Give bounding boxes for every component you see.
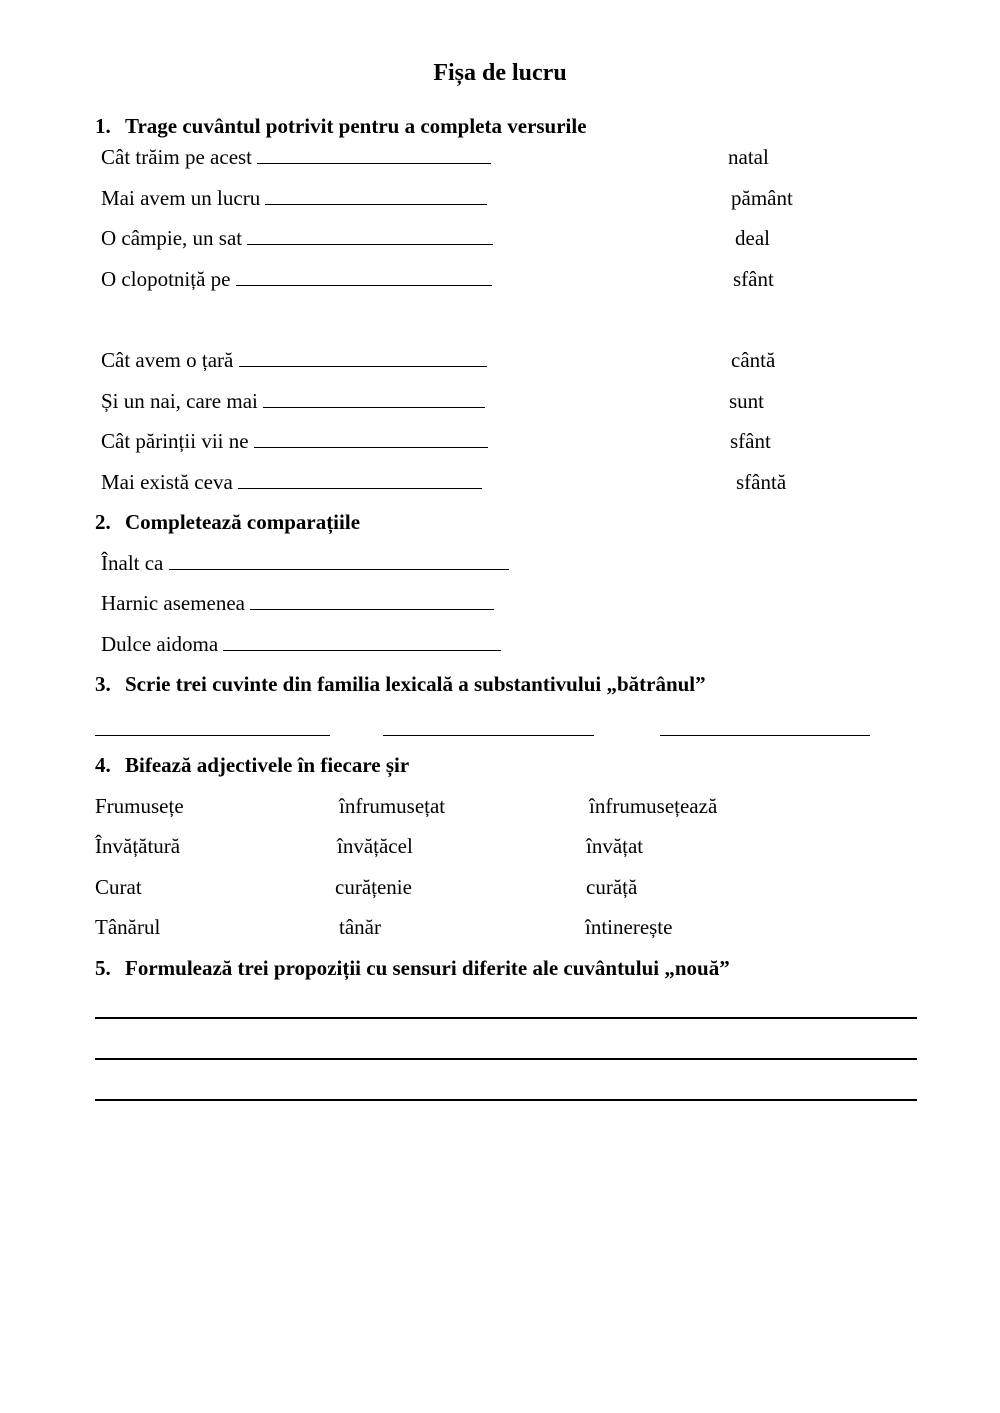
section-4-number: 4. xyxy=(95,753,111,777)
answer-line[interactable] xyxy=(95,1058,917,1060)
word-option[interactable]: Învățătură xyxy=(95,834,181,858)
section-5-number: 5. xyxy=(95,956,111,980)
verse-line-text: Și un nai, care mai xyxy=(101,389,258,413)
answer-line[interactable] xyxy=(660,735,870,736)
verse-line-2 xyxy=(101,186,487,211)
section-3-number: 3. xyxy=(95,672,111,696)
section-4-title: Bifează adjectivele în fiecare șir xyxy=(125,753,410,777)
section-1-heading xyxy=(95,114,587,139)
word-option[interactable]: Tânărul xyxy=(95,915,161,939)
draggable-word[interactable]: sfântă xyxy=(736,470,787,494)
word-option[interactable]: învățat xyxy=(586,834,644,858)
answer-blank[interactable] xyxy=(236,268,492,286)
answer-line[interactable] xyxy=(95,735,330,736)
verse-line-5 xyxy=(101,348,487,373)
draggable-word[interactable]: sfânt xyxy=(730,429,771,453)
verse-line-text: O câmpie, un sat xyxy=(101,226,243,250)
verse-line-3 xyxy=(101,226,493,251)
verse-line-text: Cât părinții vii ne xyxy=(101,429,249,453)
word-option[interactable]: curățenie xyxy=(335,875,412,899)
comparison-text: Harnic asemenea xyxy=(101,591,245,615)
verse-line-6 xyxy=(101,389,485,414)
answer-blank[interactable] xyxy=(257,146,491,164)
word-option[interactable]: Frumusețe xyxy=(95,794,184,818)
word-option[interactable]: întinerește xyxy=(585,915,673,939)
section-2-title: Completează comparațiile xyxy=(125,510,361,534)
answer-blank[interactable] xyxy=(247,227,493,245)
answer-blank[interactable] xyxy=(250,592,494,610)
verse-line-text: Cât trăim pe acest xyxy=(101,145,253,169)
word-option[interactable]: Curat xyxy=(95,875,142,899)
section-3-title: Scrie trei cuvinte din familia lexicală a substantivului „bătrânul” xyxy=(125,672,706,696)
verse-line-4 xyxy=(101,267,492,292)
draggable-word[interactable]: sunt xyxy=(729,389,765,413)
draggable-word[interactable]: deal xyxy=(735,226,770,250)
answer-blank[interactable] xyxy=(254,430,488,448)
page-title: Fișa de lucru xyxy=(433,60,567,86)
answer-blank[interactable] xyxy=(238,471,482,489)
answer-line[interactable] xyxy=(95,1017,917,1019)
verse-line-text: Cât avem o țară xyxy=(101,348,234,372)
verse-line-text: Mai există ceva xyxy=(101,470,233,494)
draggable-word[interactable]: pământ xyxy=(731,186,793,210)
verse-line-8 xyxy=(101,470,482,495)
section-2-number: 2. xyxy=(95,510,111,534)
section-1-title: Trage cuvântul potrivit pentru a completa versurile xyxy=(125,114,587,138)
answer-blank[interactable] xyxy=(263,390,485,408)
answer-line[interactable] xyxy=(95,1099,917,1101)
verse-line-1 xyxy=(101,145,491,170)
comparison-line-2 xyxy=(101,591,494,616)
comparison-line-3 xyxy=(101,632,501,657)
verse-line-7 xyxy=(101,429,488,454)
comparison-line-1 xyxy=(101,551,509,576)
section-4-heading xyxy=(95,753,409,778)
answer-blank[interactable] xyxy=(265,187,487,205)
word-option[interactable]: tânăr xyxy=(339,915,381,939)
comparison-text: Dulce aidoma xyxy=(101,632,219,656)
verse-line-text: Mai avem un lucru xyxy=(101,186,261,210)
comparison-text: Înalt ca xyxy=(101,551,164,575)
verse-line-text: O clopotniță pe xyxy=(101,267,231,291)
draggable-word[interactable]: natal xyxy=(728,145,769,169)
word-option[interactable]: curăță xyxy=(586,875,638,899)
answer-blank[interactable] xyxy=(223,633,501,651)
section-2-heading xyxy=(95,510,360,535)
answer-line[interactable] xyxy=(383,735,594,736)
answer-blank[interactable] xyxy=(239,349,487,367)
draggable-word[interactable]: sfânt xyxy=(733,267,774,291)
word-option[interactable]: înfrumusețează xyxy=(589,794,718,818)
section-5-heading xyxy=(95,956,730,981)
word-option[interactable]: înfrumusețat xyxy=(339,794,446,818)
section-5-title: Formulează trei propoziții cu sensuri diferite ale cuvântului „nouă” xyxy=(125,956,730,980)
section-3-heading xyxy=(95,672,706,697)
draggable-word[interactable]: cântă xyxy=(731,348,776,372)
word-option[interactable]: învățăcel xyxy=(337,834,413,858)
section-1-number: 1. xyxy=(95,114,111,138)
answer-blank[interactable] xyxy=(169,552,509,570)
